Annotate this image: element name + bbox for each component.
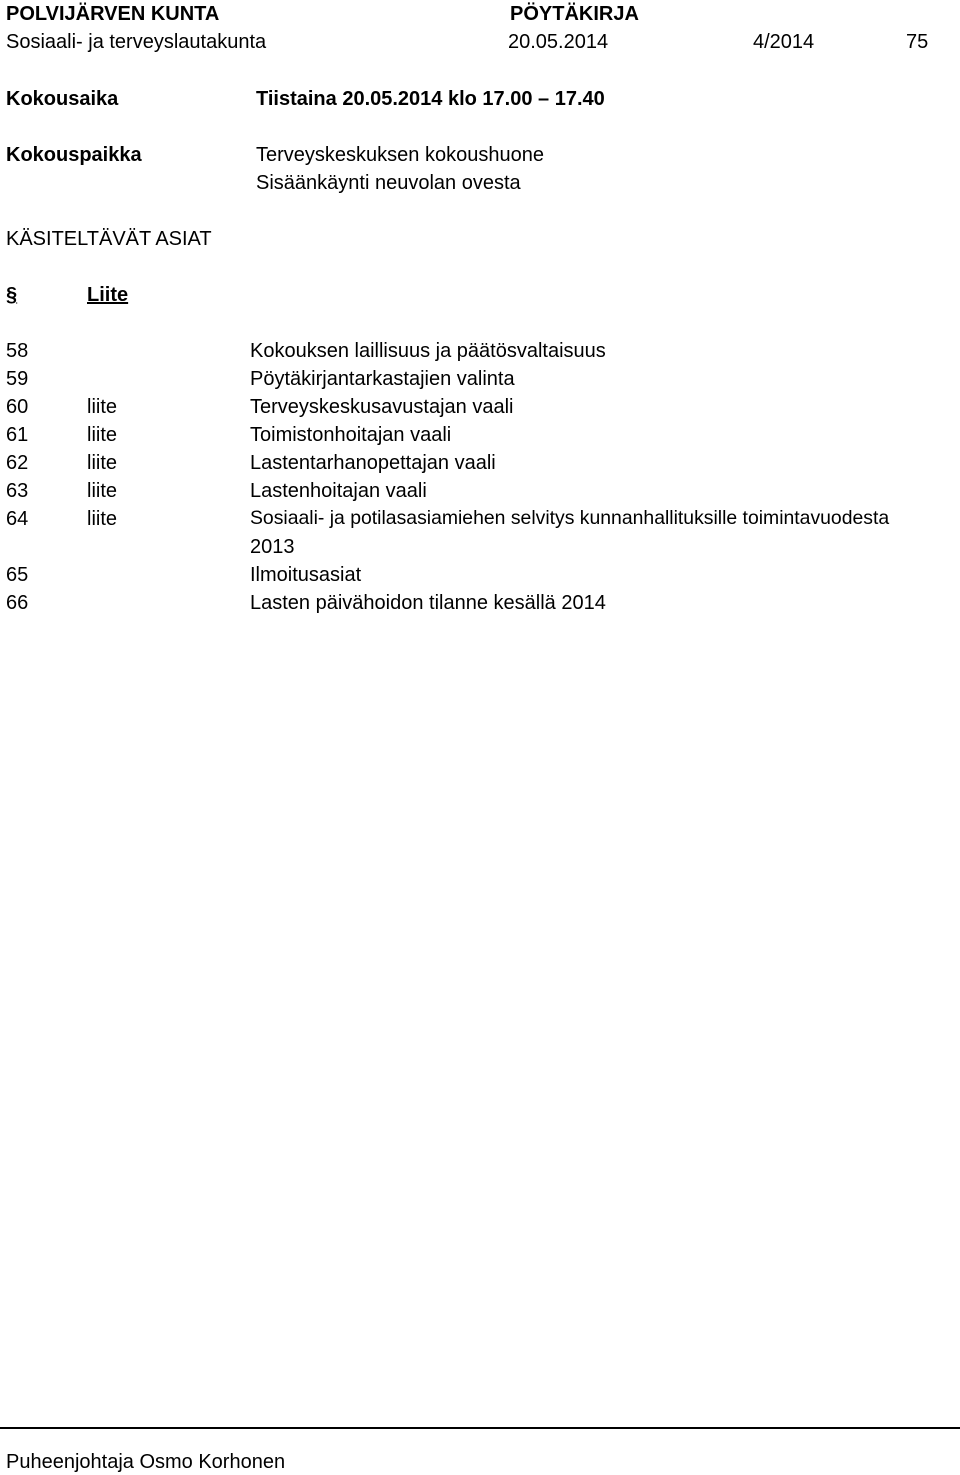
municipality-name: POLVIJÄRVEN KUNTA <box>6 3 220 25</box>
agenda-item-subject-continuation: 2013 <box>250 536 295 558</box>
agenda-item <box>0 341 960 369</box>
agenda-item-subject: Lastenhoitajan vaali <box>250 480 427 502</box>
agenda-heading: KÄSITELTÄVÄT ASIAT <box>6 228 212 250</box>
meeting-place-label: Kokouspaikka <box>6 144 142 166</box>
agenda-item-attachment: liite <box>87 452 118 474</box>
agenda-item-attachment: liite <box>87 396 118 418</box>
agenda-item-subject: Lastentarhanopettajan vaali <box>250 452 496 474</box>
page-number: 75 <box>906 31 929 53</box>
agenda-item-subject: Terveyskeskusavustajan vaali <box>250 396 514 418</box>
meeting-place-line2: Sisäänkäynti neuvolan ovesta <box>256 172 521 194</box>
agenda-item-attachment: liite <box>87 480 118 502</box>
agenda-item <box>0 481 960 509</box>
agenda-item-attachment: liite <box>87 508 118 530</box>
agenda-item-attachment: liite <box>87 424 118 446</box>
agenda-item-number: 63 <box>6 480 29 502</box>
signature-rule <box>0 1427 960 1429</box>
signature-line: Puheenjohtaja Osmo Korhonen <box>6 1451 286 1473</box>
agenda-item <box>0 509 960 565</box>
agenda-item-subject: Kokouksen laillisuus ja päätösvaltaisuus <box>250 340 606 362</box>
attachment-column-header: Liite <box>87 284 129 306</box>
agenda-item <box>0 565 960 593</box>
agenda-item-subject: Sosiaali- ja potilasasiamiehen selvitys kunnanhallituksille toimintavuodesta <box>250 507 890 529</box>
agenda-item <box>0 425 960 453</box>
agenda-item-subject: Lasten päivähoidon tilanne kesällä 2014 <box>250 592 606 614</box>
agenda-item <box>0 369 960 397</box>
meeting-number: 4/2014 <box>753 31 815 53</box>
committee-name: Sosiaali- ja terveyslautakunta <box>6 31 267 53</box>
meeting-date: 20.05.2014 <box>508 31 609 53</box>
agenda-item <box>0 397 960 425</box>
agenda-item-subject: Toimistonhoitajan vaali <box>250 424 452 446</box>
agenda-item-number: 61 <box>6 424 29 446</box>
meeting-time-value: Tiistaina 20.05.2014 klo 17.00 – 17.40 <box>256 88 605 110</box>
agenda-item <box>0 593 960 621</box>
agenda-item-number: 65 <box>6 564 29 586</box>
agenda-item-number: 58 <box>6 340 29 362</box>
section-column-header: § <box>6 284 18 306</box>
meeting-place-line1: Terveyskeskuksen kokoushuone <box>256 144 544 166</box>
agenda-item-number: 59 <box>6 368 29 390</box>
agenda-item-subject: Ilmoitusasiat <box>250 564 362 586</box>
agenda-item-subject: Pöytäkirjantarkastajien valinta <box>250 368 515 390</box>
agenda-item-number: 60 <box>6 396 29 418</box>
meeting-time-label: Kokousaika <box>6 88 119 110</box>
agenda-item-number: 66 <box>6 592 29 614</box>
agenda-item <box>0 453 960 481</box>
agenda-item-number: 62 <box>6 452 29 474</box>
document-type: PÖYTÄKIRJA <box>510 3 639 25</box>
agenda-item-number: 64 <box>6 508 29 530</box>
